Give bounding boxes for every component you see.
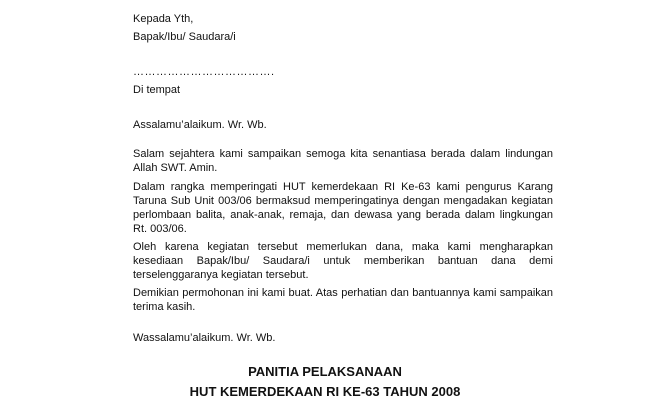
signature-committee: PANITIA PELAKSANAAN: [248, 364, 402, 379]
paragraph-greeting: [133, 147, 553, 175]
paragraph-request-text: Oleh karena kegiatan tersebut memerlukan dana, maka kami mengharapkan kesediaan Bapak/Ibu/ Saudara/i untuk memberikan bantuan dana demi terselenggaranya kegiatan tersebut.: [133, 241, 553, 281]
paragraph-closing-remarks: [133, 286, 553, 314]
opening-greeting: Assalamu’alaikum. Wr. Wb.: [133, 119, 267, 131]
paragraph-closing-remarks-text: Demikian permohonan ini kami buat. Atas perhatian dan bantuannya kami sampaikan terima kasih.: [133, 287, 553, 313]
recipient-place: Di tempat: [133, 84, 181, 96]
paragraph-purpose-text: Dalam rangka memperingati HUT kemerdekaan RI Ke-63 kami pengurus Karang Taruna Sub Unit 003/06 bermaksud memperingatinya dengan mengadakan kegiatan perlombaan balita, anak-anak, remaja, dan dewasa yang berada dalam lingkungan Rt. 003/06.: [133, 181, 553, 235]
paragraph-greeting-text: Salam sejahtera kami sampaikan semoga kita senantiasa berada dalam lindungan Allah SWT. Amin.: [133, 148, 553, 174]
paragraph-purpose: [133, 180, 553, 236]
recipient-dots: ……………………………….: [133, 66, 275, 78]
paragraph-request: [133, 240, 553, 282]
signature-event: HUT KEMERDEKAAN RI KE-63 TAHUN 2008: [189, 384, 461, 399]
recipient-name: Bapak/Ibu/ Saudara/i: [133, 31, 236, 43]
recipient-heading: Kepada Yth,: [133, 13, 194, 25]
closing-greeting: Wassalamu’alaikum. Wr. Wb.: [133, 332, 276, 344]
